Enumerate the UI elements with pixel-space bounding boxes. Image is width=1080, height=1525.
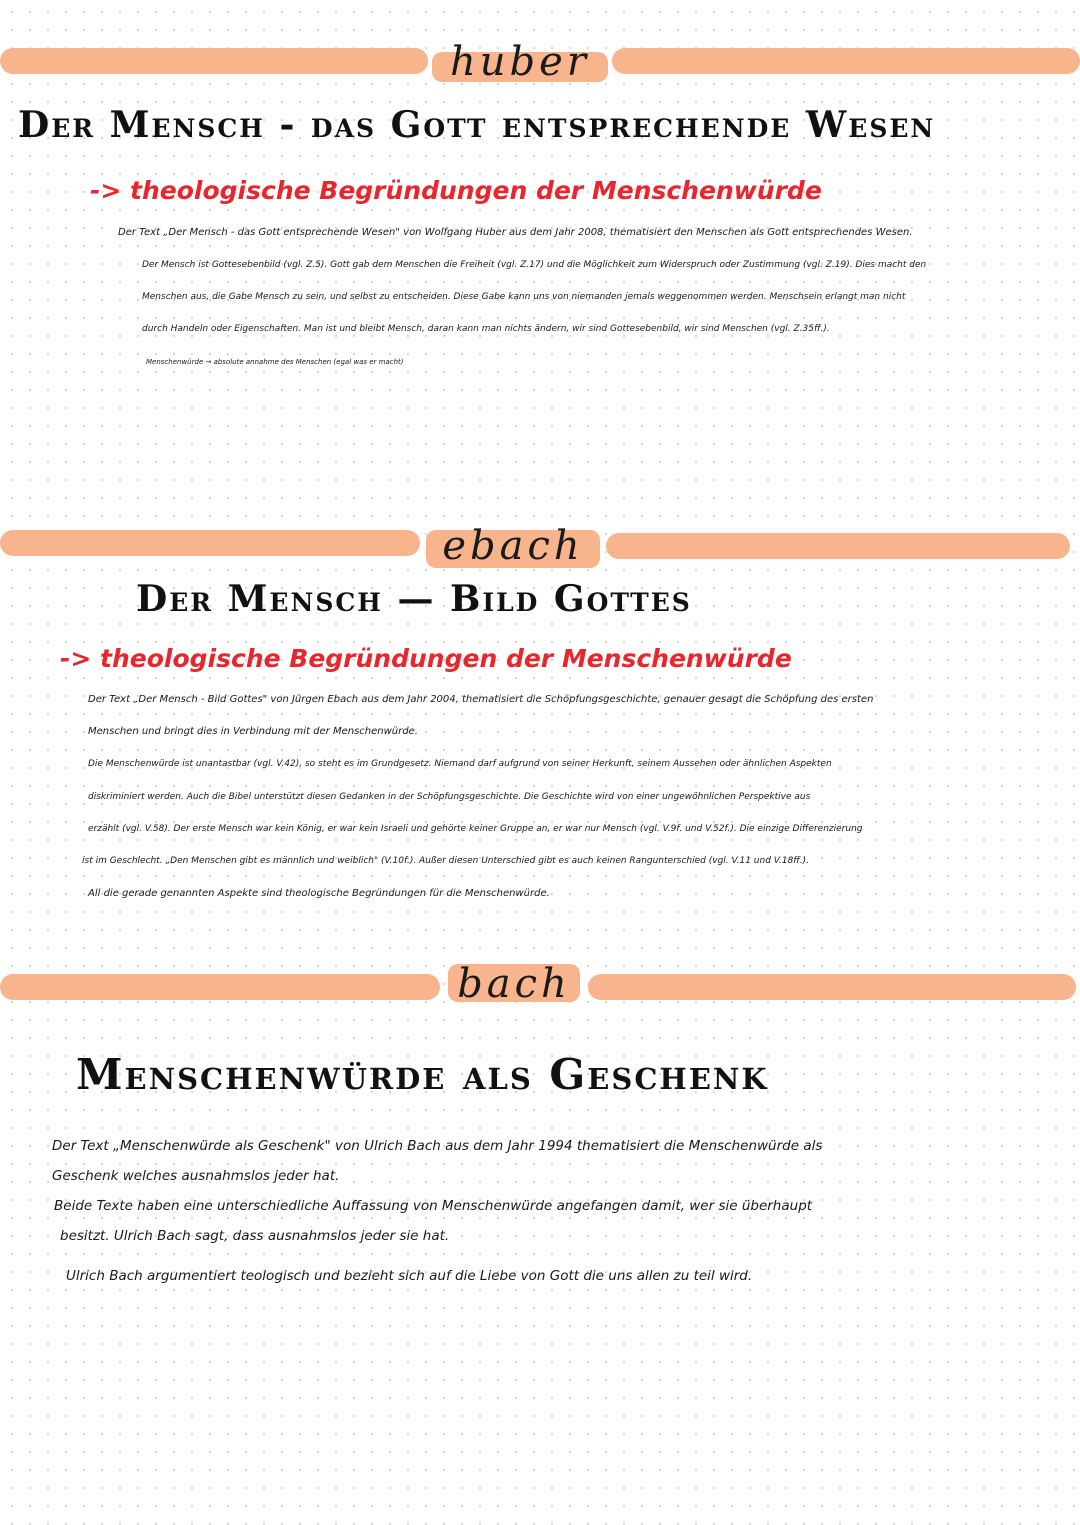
text-line: Menschen aus, die Gabe Mensch zu sein, und selbst zu entscheiden. Diese Gabe kann uns von niemanden jemals weggenommen werden. Menschsein erlangt man nicht <box>142 292 906 302</box>
section-divider-left <box>0 974 440 1000</box>
section-title: Der Mensch - das Gott entsprechende Wesen <box>18 104 936 146</box>
section-subheading: -> theologische Begründungen der Menschenwürde <box>90 176 822 205</box>
text-line: ist im Geschlecht. „Den Menschen gibt es männlich und weiblich" (V.10f.). Außer diesen Unterschied gibt es auch keinen Rangunterschied (vgl. V.11 und V.18ff.). <box>82 856 809 866</box>
text-line: Ulrich Bach argumentiert teologisch und bezieht sich auf die Liebe von Gott die uns allen zu teil wird. <box>66 1268 753 1284</box>
text-line: Der Text „Der Mensch - Bild Gottes" von Jürgen Ebach aus dem Jahr 2004, thematisiert die Schöpfungsgeschichte, genauer gesagt die Schöpfung des ersten <box>88 694 874 705</box>
text-line: Geschenk welches ausnahmslos jeder hat. <box>52 1168 340 1184</box>
text-line: Menschenwürde → absolute annahme des Menschen (egal was er macht) <box>146 358 404 366</box>
section-divider-left <box>0 48 428 74</box>
section-divider-left <box>0 530 420 556</box>
section-label-ebach <box>420 518 606 578</box>
text-line: Der Text „Der Mensch - das Gott entsprechende Wesen" von Wolfgang Huber aus dem Jahr 2008, thematisiert den Menschen als Gott entsprechendes Wesen. <box>118 227 913 238</box>
section-label-text: huber <box>450 39 590 85</box>
section-subheading: -> theologische Begründungen der Menschenwürde <box>60 644 792 673</box>
section-label-text: bach <box>457 961 571 1007</box>
text-line: Der Text „Menschenwürde als Geschenk" von Ulrich Bach aus dem Jahr 1994 thematisiert die Menschenwürde als <box>52 1138 823 1154</box>
section-label-bach <box>440 956 588 1016</box>
section-title: Der Mensch — Bild Gottes <box>136 578 692 620</box>
section-divider-right <box>612 48 1080 74</box>
text-line: Beide Texte haben eine unterschiedliche Auffassung von Menschenwürde angefangen damit, wer sie überhaupt <box>54 1198 813 1214</box>
text-line: Der Mensch ist Gottesebenbild (vgl. Z.5). Gott gab dem Menschen die Freiheit (vgl. Z.17) und die Möglichkeit zum Widerspruch oder Zustimmung (vgl. Z.19). Dies macht den <box>142 260 927 270</box>
section-title: Menschenwürde als Geschenk <box>76 1050 769 1099</box>
section-divider-right <box>588 974 1076 1000</box>
text-line: diskriminiert werden. Auch die Bibel unterstützt diesen Gedanken in der Schöpfungsgeschichte. Die Geschichte wird von einer ungewöhnlichen Perspektive aus <box>88 792 811 802</box>
text-line: Menschen und bringt dies in Verbindung mit der Menschenwürde. <box>88 726 418 737</box>
text-line: All die gerade genannten Aspekte sind theologische Begründungen für die Menschenwürde. <box>88 888 550 899</box>
text-line: besitzt. Ulrich Bach sagt, dass ausnahmslos jeder sie hat. <box>60 1228 450 1244</box>
section-divider-right <box>606 533 1070 559</box>
text-line: durch Handeln oder Eigenschaften. Man ist und bleibt Mensch, daran kann man nichts ändern, wir sind Gottesebenbild, wir sind Menschen (vgl. Z.35ff.). <box>142 324 830 334</box>
section-label-huber <box>428 34 612 94</box>
section-label-text: ebach <box>442 523 584 569</box>
text-line: Die Menschenwürde ist unantastbar (vgl. V.42), so steht es im Grundgesetz. Niemand darf aufgrund von seiner Herkunft, seinem Aussehen oder ähnlichen Aspekten <box>88 759 832 769</box>
text-line: erzählt (vgl. V.58). Der erste Mensch war kein König, er war kein Israeli und gehörte keiner Gruppe an, er war nur Mensch (vgl. V.9f. und V.52f.). Die einzige Differenzierung <box>88 824 863 834</box>
